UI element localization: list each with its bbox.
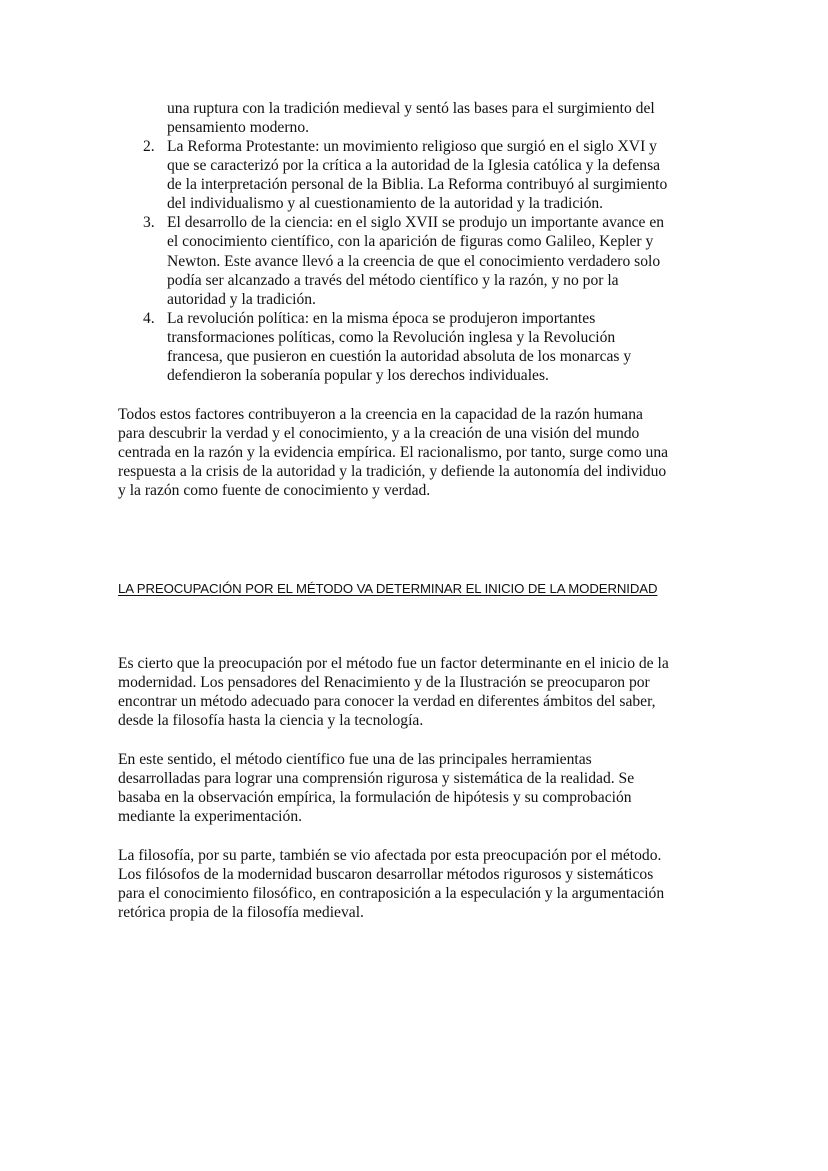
method-paragraph bbox=[118, 654, 728, 730]
text-line: que se caracterizó por la crítica a la autoridad de la Iglesia católica y la defensa bbox=[167, 157, 661, 175]
text-line: El desarrollo de la ciencia: en el siglo XVII se produjo un importante avance en bbox=[167, 214, 665, 232]
text-line: respuesta a la crisis de la autoridad y la tradición, y defiende la autonomía del individuo bbox=[118, 463, 667, 481]
list-number: 2. bbox=[143, 138, 155, 155]
text-line: pensamiento moderno. bbox=[167, 119, 310, 137]
text-line: desarrolladas para lograr una comprensión rigurosa y sistemática de la realidad. Se bbox=[118, 770, 635, 788]
text-line: transformaciones políticas, como la Revolución inglesa y la Revolución bbox=[167, 328, 616, 346]
text-line: retórica propia de la filosofía medieval. bbox=[118, 904, 364, 922]
text-line: del individualismo y al cuestionamiento de la autoridad y la tradición. bbox=[167, 195, 604, 213]
list-number: 4. bbox=[143, 309, 155, 327]
scientific-method-paragraph bbox=[118, 750, 728, 826]
section-heading: LA PREOCUPACIÓN POR EL MÉTODO VA DETERMINAR EL INICIO DE LA MODERNIDAD bbox=[118, 581, 658, 596]
text-line: defendieron la soberanía popular y los derechos individuales. bbox=[167, 367, 549, 385]
text-line: francesa, que pusieron en cuestión la autoridad absoluta de los monarcas y bbox=[167, 348, 632, 366]
factors-list bbox=[118, 137, 728, 385]
text-line: Newton. Este avance llevó a la creencia de que el conocimiento verdadero solo bbox=[167, 252, 661, 270]
list-item-revolucion-politica bbox=[118, 309, 728, 385]
text-line: Todos estos factores contribuyeron a la creencia en la capacidad de la razón humana bbox=[118, 406, 643, 423]
text-line: La filosofía, por su parte, también se vio afectada por esta preocupación por el método. bbox=[118, 847, 662, 864]
text-line: centrada en la razón y la evidencia empírica. El racionalismo, por tanto, surge como una bbox=[118, 444, 669, 462]
text-line: para descubrir la verdad y el conocimiento, y a la creación de una visión del mundo bbox=[118, 425, 640, 443]
list-item-continuation bbox=[167, 99, 727, 137]
list-number: 3. bbox=[143, 214, 155, 232]
text-line: de la interpretación personal de la Biblia. La Reforma contribuyó al surgimiento bbox=[167, 176, 668, 194]
text-line: Los filósofos de la modernidad buscaron desarrollar métodos rigurosos y sistemáticos bbox=[118, 866, 654, 884]
text-line: Es cierto que la preocupación por el método fue un factor determinante en el inicio de la bbox=[118, 655, 669, 672]
text-line: encontrar un método adecuado para conocer la verdad en diferentes ámbitos del saber, bbox=[118, 693, 656, 711]
text-line: mediante la experimentación. bbox=[118, 808, 303, 826]
text-line: En este sentido, el método científico fue una de las principales herramientas bbox=[118, 751, 592, 768]
text-line: el conocimiento científico, con la aparición de figuras como Galileo, Kepler y bbox=[167, 233, 654, 251]
text-line: y la razón como fuente de conocimiento y verdad. bbox=[118, 482, 431, 500]
text-line: basaba en la observación empírica, la formulación de hipótesis y su comprobación bbox=[118, 789, 632, 807]
text-line: modernidad. Los pensadores del Renacimiento y de la Ilustración se preocuparon por bbox=[118, 674, 650, 692]
summary-paragraph bbox=[118, 405, 728, 500]
text-line: podía ser alcanzado a través del método científico y la razón, y no por la bbox=[167, 271, 619, 289]
text-line: desde la filosofía hasta la ciencia y la tecnología. bbox=[118, 712, 424, 730]
text-line: una ruptura con la tradición medieval y sentó las bases para el surgimiento del bbox=[167, 100, 655, 117]
text-line: La Reforma Protestante: un movimiento religioso que surgió en el siglo XVI y bbox=[167, 138, 657, 155]
text-line: autoridad y la tradición. bbox=[167, 290, 316, 308]
list-item-reforma-protestante bbox=[118, 137, 728, 213]
text-line: La revolución política: en la misma época se produjeron importantes bbox=[167, 309, 596, 327]
text-line: para el conocimiento filosófico, en contraposición a la especulación y la argumentación bbox=[118, 885, 665, 903]
list-item-desarrollo-ciencia bbox=[118, 213, 728, 308]
philosophy-paragraph bbox=[118, 846, 728, 922]
